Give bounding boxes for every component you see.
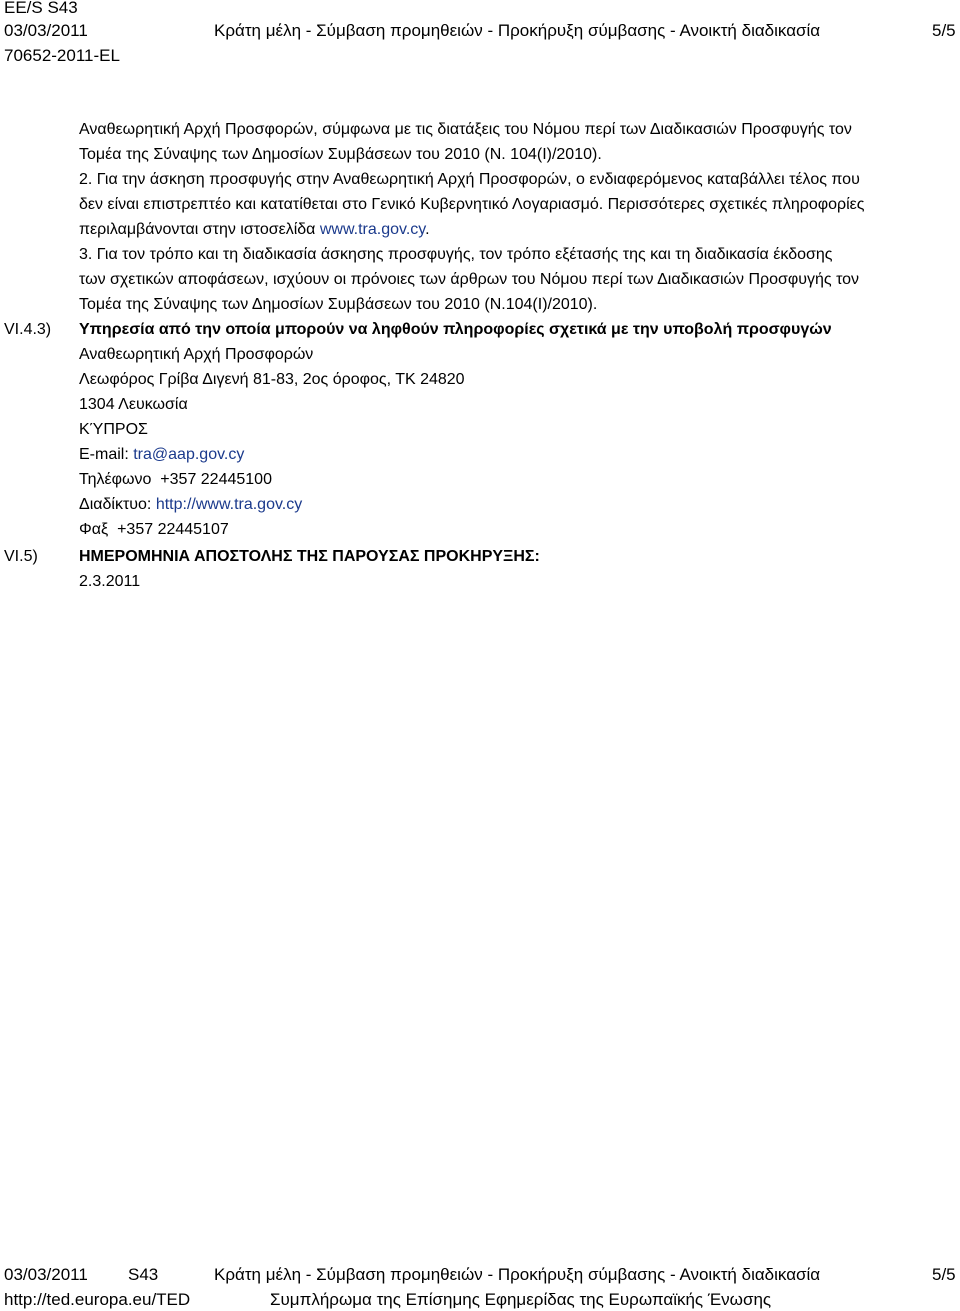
footer-title: Κράτη μέλη - Σύμβαση προμηθειών - Προκήρυξη σύμβασης - Ανοικτή διαδικασία — [214, 1265, 821, 1284]
point3-line: Τομέα της Σύναψης των Δημοσίων Συμβάσεων του 2010 (Ν.104(Ι)/2010). — [79, 296, 598, 313]
email-line — [79, 442, 941, 467]
phone-label: Τηλέφωνο — [79, 471, 152, 488]
point2-prefix: περιλαμβάνονται στην ιστοσελίδα — [79, 221, 320, 238]
header-date: 03/03/2011 — [4, 21, 88, 40]
header-doc-ref: EE/S S43 — [4, 0, 78, 17]
email-link[interactable]: tra@aap.gov.cy — [133, 446, 245, 463]
point2-line — [79, 217, 941, 242]
dispatch-date: 2.3.2011 — [79, 573, 141, 590]
fax-label: Φαξ — [79, 521, 109, 538]
footer-series: S43 — [128, 1265, 159, 1284]
fax-value: +357 22445107 — [117, 521, 229, 538]
footer-url[interactable]: http://ted.europa.eu/TED — [4, 1290, 191, 1309]
web-label: Διαδίκτυο: — [79, 496, 156, 513]
intro-line: Αναθεωρητική Αρχή Προσφορών, σύμφωνα με τις διατάξεις του Νόμου περί των Διαδικασιών Προσφυγής τον — [79, 121, 852, 138]
section-number: VI.4.3) — [4, 321, 52, 338]
section-heading: ΗΜΕΡΟΜΗΝΙΑ ΑΠΟΣΤΟΛΗΣ ΤΗΣ ΠΑΡΟΥΣΑΣ ΠΡΟΚΗΡΥΞΗΣ: — [79, 548, 540, 565]
point2-line: δεν είναι επιστρεπτέο και κατατίθεται στο Γενικό Κυβερνητικό Λογαριασμό. Περισσότερες σχετικές πληροφορίες — [79, 196, 865, 213]
document-body — [0, 117, 960, 594]
header-notice-id: 70652-2011-EL — [4, 46, 120, 65]
phone-line — [79, 467, 941, 492]
section-number: VI.5) — [4, 548, 38, 565]
city: 1304 Λευκωσία — [79, 396, 188, 413]
section-vi43-continued — [0, 117, 960, 317]
web-link[interactable]: http://www.tra.gov.cy — [155, 496, 303, 513]
point3-line: των σχετικών αποφάσεων, ισχύουν οι πρόνοιες των άρθρων του Νόμου περί των Διαδικασιών Προσφυγής τον — [79, 271, 860, 288]
phone-value: +357 22445100 — [160, 471, 272, 488]
point3-line: 3. Για τον τρόπο και τη διαδικασία άσκησης προσφυγής, τον τρόπο εξέτασής της και τη διαδικασία έκδοσης — [79, 246, 833, 263]
org-name: Αναθεωρητική Αρχή Προσφορών — [79, 346, 314, 363]
point2-suffix: . — [425, 221, 430, 238]
footer-page-number: 5/5 — [932, 1265, 956, 1284]
fax-line — [79, 517, 941, 542]
section-vi5 — [0, 544, 960, 594]
country: ΚΎΠΡΟΣ — [79, 421, 148, 438]
header-title: Κράτη μέλη - Σύμβαση προμηθειών - Προκήρυξη σύμβασης - Ανοικτή διαδικασία — [214, 21, 821, 40]
footer-publication: Συμπλήρωμα της Επίσημης Εφημερίδας της Ευρωπαϊκής Ένωσης — [270, 1290, 772, 1309]
point2-line: 2. Για την άσκηση προσφυγής στην Αναθεωρητική Αρχή Προσφορών, ο ενδιαφερόμενος καταβάλλει τέλος που — [79, 171, 860, 188]
address: Λεωφόρος Γρίβα Διγενή 81-83, 2ος όροφος, ΤΚ 24820 — [79, 371, 465, 388]
footer-date: 03/03/2011 — [4, 1265, 88, 1284]
section-vi43 — [0, 317, 960, 542]
tra-website-link[interactable]: www.tra.gov.cy — [319, 221, 426, 238]
section-heading: Υπηρεσία από την οποία μπορούν να ληφθούν πληροφορίες σχετικά με την υποβολή προσφυγών — [79, 321, 832, 338]
header-page-number: 5/5 — [932, 21, 956, 40]
email-label: E-mail: — [79, 446, 134, 463]
intro-line: Τομέα της Σύναψης των Δημοσίων Συμβάσεων του 2010 (Ν. 104(Ι)/2010). — [79, 146, 602, 163]
web-line — [79, 492, 941, 517]
